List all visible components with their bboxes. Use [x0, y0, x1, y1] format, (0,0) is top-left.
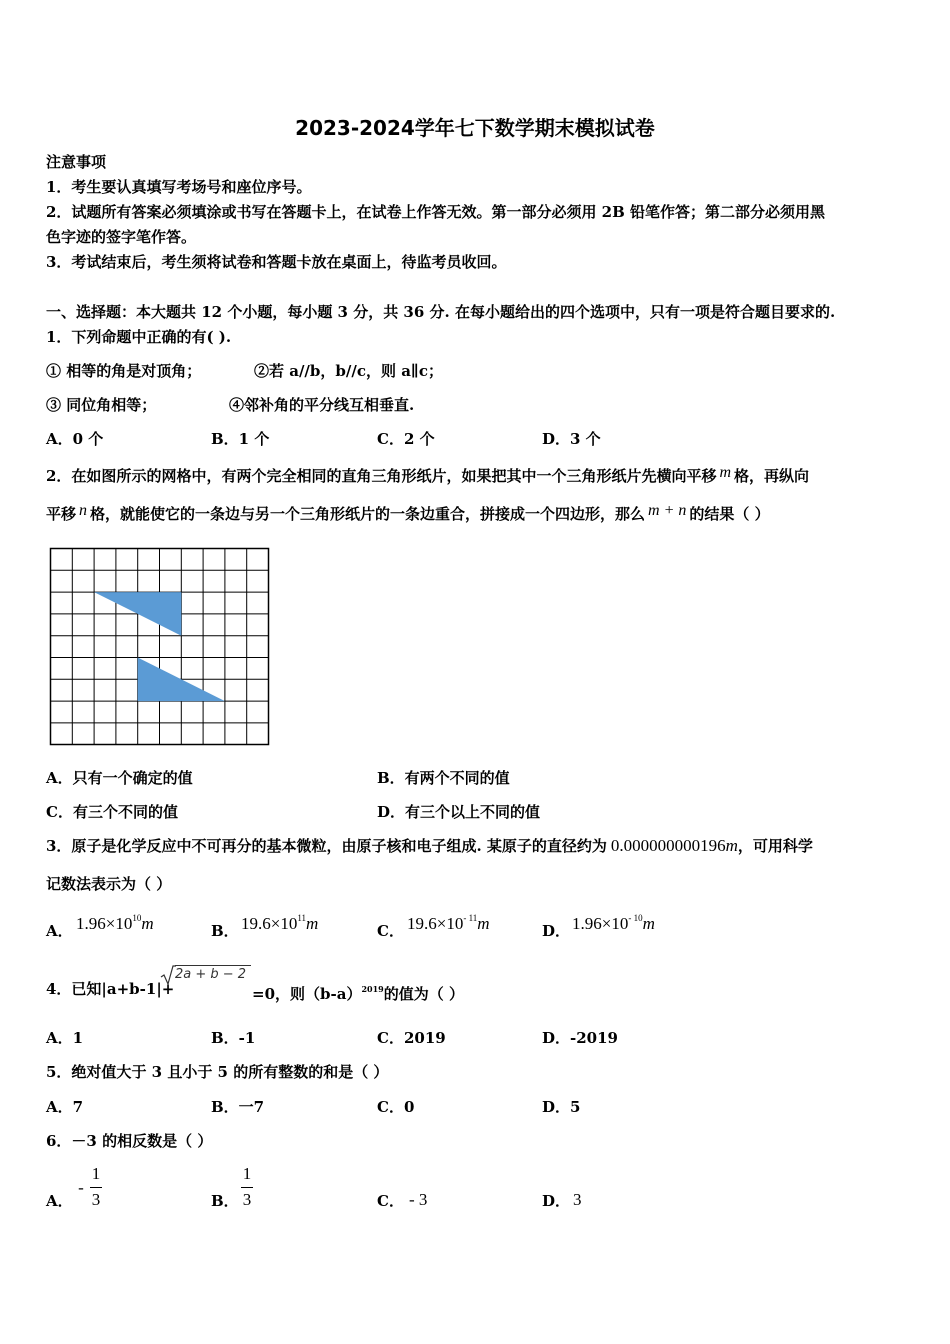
- q2-option-a: A．只有一个确定的值: [46, 769, 193, 787]
- var-n: n: [79, 502, 88, 519]
- q1-statement: ① 相等的角是对顶角；: [46, 362, 202, 380]
- atom-diameter: 0.000000000196: [610, 836, 726, 855]
- q3-stem-line1: 3．原子是化学反应中不可再分的基本微粒，由原子核和电子组成. 某原子的直径约为 0.000000000196m，可用科学: [46, 836, 813, 855]
- q6-option-d-label: D．: [542, 1192, 571, 1210]
- notice-item: 3．考试结束后，考生须将试卷和答题卡放在桌面上，待监考员收回。: [46, 253, 507, 271]
- q3-stem-line2: 记数法表示为（ ）: [46, 875, 172, 893]
- q3-option-d-label: D．: [542, 922, 571, 940]
- expr-m-plus-n: m + n: [648, 502, 687, 519]
- section-heading: 一、选择题：本大题共 12 个小题，每小题 3 分，共 36 分. 在每小题给出的四个选项中，只有一项是符合题目要求的.: [46, 303, 836, 321]
- q6-option-a-numerator: 1: [91, 1164, 101, 1183]
- q3-option-c-label: C．: [377, 922, 404, 940]
- sqrt-overline: [175, 965, 251, 966]
- q4-option-b: B．-1: [211, 1029, 256, 1047]
- notice-item: 2．试题所有答案必须填涂或书写在答题卡上，在试卷上作答无效。第一部分必须用 2B 铅笔作答；第二部分必须用黑: [46, 203, 826, 221]
- q5-option-a: A．7: [46, 1098, 84, 1116]
- q1-option-b: B．1 个: [211, 430, 270, 448]
- q5-stem: 5．绝对值大于 3 且小于 5 的所有整数的和是（ ）: [46, 1063, 389, 1081]
- fraction-bar: [90, 1187, 102, 1188]
- q1-option-c: C．2 个: [377, 430, 435, 448]
- q1-statement: ④邻补角的平分线互相垂直.: [229, 396, 415, 414]
- q5-option-b: B．一7: [211, 1098, 265, 1116]
- grid-lines: [51, 549, 269, 745]
- q6-option-a-denominator: 3: [91, 1190, 101, 1209]
- q6-option-c-label: C．: [377, 1192, 404, 1210]
- q2-stem-line1: 2．在如图所示的网格中，有两个完全相同的直角三角形纸片，如果把其中一个三角形纸片先横向平移 m 格，再纵向: [46, 464, 810, 485]
- q1-stem: 1．下列命题中正确的有( ).: [46, 328, 232, 346]
- q5-option-c: C．0: [377, 1098, 415, 1116]
- notice-item: 色字迹的签字笔作答。: [46, 228, 197, 246]
- q4-option-c: C．2019: [377, 1029, 446, 1047]
- q3-option-b-value: $19.6\times 10^{11}m$: [241, 913, 319, 933]
- q1-option-d: D．3 个: [542, 430, 601, 448]
- q6-option-b-label: B．: [211, 1192, 239, 1210]
- q2-option-d: D．有三个以上不同的值: [377, 803, 541, 821]
- notice-item: 1．考生要认真填写考场号和座位序号。: [46, 178, 312, 196]
- sqrt-sign: [160, 964, 176, 986]
- q6-option-a-label: A．: [46, 1192, 73, 1210]
- q6-stem: 6．－3 的相反数是（ ）: [46, 1132, 213, 1150]
- q6-option-c-value: - 3: [409, 1190, 428, 1209]
- q4-stem-part1: 4．已知|a+b-1|+: [46, 980, 175, 998]
- sqrt-radicand: 2a + b − 2: [175, 967, 247, 982]
- q1-option-a: A．0 个: [46, 430, 104, 448]
- grid-figure: [49, 547, 271, 747]
- q1-statement: ②若 a//b，b//c，则 a∥c；: [254, 362, 443, 380]
- q1-statement: ③ 同位角相等；: [46, 396, 157, 414]
- page-title: 2023-2024学年七下数学期末模拟试卷: [295, 116, 655, 140]
- q6-option-b-numerator: 1: [242, 1164, 252, 1183]
- q3-option-a-label: A．: [46, 922, 73, 940]
- q3-option-b-label: B．: [211, 922, 239, 940]
- q5-option-d: D．5: [542, 1098, 581, 1116]
- var-m: m: [719, 464, 732, 481]
- q2-stem-line2: 平移 n 格，就能使它的一条边与另一个三角形纸片的一条边重合，拼接成一个四边形，那么 m + n 的结果（ ）: [46, 502, 770, 523]
- q2-option-c: C．有三个不同的值: [46, 803, 178, 821]
- q3-option-c-value: $19.6\times 10^{- 11}m$: [407, 913, 490, 933]
- q3-option-a-value: $1.96\times 10^{10}m$: [76, 913, 154, 933]
- q2-option-b: B．有两个不同的值: [377, 769, 510, 787]
- q4-option-a: A．1: [46, 1029, 84, 1047]
- q3-option-d-value: $1.96\times 10^{- 10}m$: [572, 913, 655, 933]
- fraction-bar: [241, 1187, 253, 1188]
- q6-option-d-value: 3: [573, 1190, 582, 1209]
- q6-option-a-sign: -: [78, 1178, 84, 1197]
- q4-option-d: D．-2019: [542, 1029, 618, 1047]
- q6-option-b-denominator: 3: [242, 1190, 252, 1209]
- notice-heading: 注意事项: [46, 153, 107, 171]
- q4-stem-part2: =0，则$(b-a)^{2019}$的值为（ ）: [252, 984, 464, 1003]
